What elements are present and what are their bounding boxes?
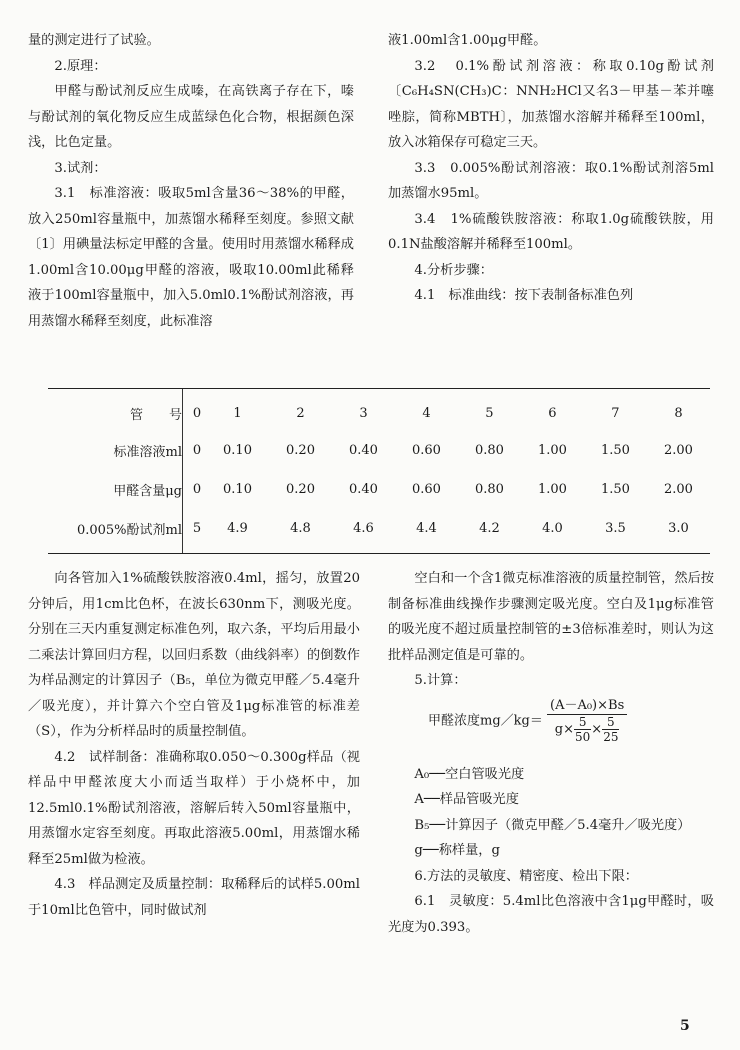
row-label: 标准溶液ml [113, 445, 182, 460]
table-cell: 2.00 [663, 443, 693, 458]
table-cell: 3.0 [668, 521, 689, 536]
paragraph: 6.1 灵敏度：5.4ml比色溶液中含1μg甲醛时，吸光度为0.393。 [388, 894, 714, 935]
table-row [48, 470, 710, 509]
paragraph: 液1.00ml含1.00μg甲醛。 [388, 33, 547, 48]
section-heading: 6.方法的灵敏度、精密度、检出下限： [414, 868, 638, 884]
tube-number: 4 [422, 405, 431, 421]
tube-number: 5 [485, 405, 494, 421]
definition: A──样品管吸光度 [414, 792, 519, 807]
table-cell: 0.10 [223, 443, 252, 458]
formula-g: g× [554, 721, 574, 737]
fraction-numerator: 5 [574, 715, 591, 730]
section-heading: 5.计算： [414, 673, 467, 688]
formula-times: × [591, 721, 603, 737]
tube-number: 2 [296, 405, 305, 421]
table-cell: 1.00 [537, 482, 567, 497]
table-cell: 4.2 [479, 521, 500, 536]
paragraph: 3.1 标准溶液：吸取5ml含量36～38%的甲醛，放入250ml容量瓶中，加蒸馏水稀释至刻度。参照文献〔1〕用碘量法标定甲醛的含量。使用时用蒸馏水稀释成1.00ml含10.00μg甲醛的溶液，吸取10.00ml此稀释液于100ml容量瓶中，加入5.0ml0.1%酚试剂溶液，再用蒸馏水稀释至刻度，此标准溶 [28, 186, 354, 329]
table-row [48, 431, 710, 470]
formula-denominator [547, 715, 627, 744]
table-cell: 0.60 [411, 443, 441, 458]
tube-number: 8 [674, 405, 683, 421]
table-cell: 4.0 [542, 521, 563, 536]
table-cell: 1.50 [600, 443, 630, 458]
dilution-fraction-1 [574, 715, 591, 744]
formula-fraction [547, 698, 627, 744]
table-cell: 1.00 [537, 443, 567, 458]
calculation-formula [428, 698, 714, 744]
paragraph: 3.4 1%硫酸铁胺溶液：称取1.0g硫酸铁胺，用0.1N盐酸溶解并稀释至100ml。 [388, 211, 714, 252]
section-heading: 3.试剂： [54, 160, 107, 176]
fraction-denominator: 50 [575, 729, 591, 744]
section-heading: 2.原理： [54, 58, 107, 74]
row-label: 甲醛含量μg [113, 484, 182, 499]
table-cell: 0.40 [349, 443, 378, 458]
table-cell: 0.20 [286, 443, 315, 458]
table-cell: 4.6 [353, 521, 374, 536]
paragraph: 3.2 0.1%酚试剂溶液：称取0.10g酚试剂〔C₆H₄SN(CH₃)C：NNH₂HCl又名3－甲基－苯并噻唑腙，简称MBTH〕，加蒸馏水溶解并稀释至100ml，放入冰箱保存可稳定三天。 [388, 58, 714, 150]
table-cell: 0.80 [474, 482, 504, 497]
definition: A₀──空白管吸光度 [414, 766, 525, 782]
left-column-bottom [28, 566, 360, 923]
table-cell: 0.80 [474, 443, 504, 458]
table-cell: 0.10 [223, 482, 252, 497]
table-header-label: 管 号 [129, 407, 182, 423]
table-cell: 3.5 [605, 521, 626, 536]
formula-lhs: 甲醛浓度mg／kg＝ [428, 713, 543, 728]
table-cell: 5 [192, 521, 202, 536]
row-label: 0.005%酚试剂ml [76, 523, 182, 538]
paragraph: 空白和一个含1微克标准溶液的质量控制管，然后按制备标准曲线操作步骤测定吸光度。空白及1μg标准管的吸光度不超过质量控制管的±3倍标准差时，则认为这批样品测定值是可靠的。 [388, 571, 714, 663]
table-cell: 1.50 [600, 482, 630, 497]
table-cell: 2.00 [663, 482, 693, 497]
paragraph: 4.2 试样制备：准确称取0.050～0.300g样品（视样品中甲醛浓度大小而适当取样）于小烧杯中，加12.5ml0.1%酚试剂溶液，溶解后转入50ml容量瓶中，用蒸馏水定容至刻度。再取此溶液5.00ml，用蒸馏水稀释至25ml做为检液。 [28, 749, 360, 867]
standard-series-table [48, 395, 710, 548]
table-cell: 0.20 [286, 482, 315, 497]
right-column-top [388, 28, 714, 309]
formula-numerator: (A－A₀)×Bs [547, 698, 627, 715]
paragraph: 3.3 0.005%酚试剂溶液：取0.1%酚试剂溶5ml加蒸馏水95ml。 [388, 160, 714, 201]
paragraph: 量的测定进行了试验。 [28, 33, 160, 48]
section-heading: 4.分析步骤： [414, 262, 493, 278]
table-cell: 0.60 [411, 482, 441, 497]
table-cell: 4.4 [416, 521, 437, 536]
table-bottom-rule [48, 553, 710, 554]
table-cell: 4.8 [290, 521, 311, 536]
tube-number: 0 [192, 405, 202, 421]
table-top-rule [48, 388, 710, 389]
fraction-numerator: 5 [602, 715, 619, 730]
table-cell: 0 [192, 482, 202, 497]
table-cell: 4.9 [227, 521, 248, 536]
tube-number: 7 [611, 405, 620, 421]
tube-number: 1 [233, 405, 242, 421]
paragraph: 4.1 标准曲线：按下表制备标准色列 [414, 288, 634, 303]
paragraph: 4.3 样品测定及质量控制：取稀释后的试样5.00ml于10ml比色管中，同时做试剂 [28, 877, 360, 918]
tube-number: 6 [548, 405, 557, 421]
tube-number: 3 [359, 405, 368, 421]
definition: B₅──计算因子（微克甲醛／5.4毫升／吸光度） [414, 817, 691, 833]
table-row [48, 509, 710, 548]
paragraph: 甲醛与酚试剂反应生成嗪，在高铁离子存在下，嗪与酚试剂的氧化物反应生成蓝绿色化合物，根据颜色深浅，比色定量。 [28, 84, 354, 150]
page-number: 5 [680, 1018, 690, 1034]
table-cell: 0.40 [349, 482, 378, 497]
table-cell: 0 [192, 443, 202, 458]
definition: g──称样量，g [414, 843, 500, 858]
left-column-top [28, 28, 354, 334]
dilution-fraction-2 [602, 715, 619, 744]
right-column-bottom [388, 566, 714, 940]
table-header-row [48, 395, 710, 431]
fraction-denominator: 25 [603, 729, 619, 744]
paragraph: 向各管加入1%硫酸铁胺溶液0.4ml，摇匀，放置20分钟后，用1cm比色杯，在波长630nm下，测吸光度。分别在三天内重复测定标准色列，取六条，平均后用最小二乘法计算回归方程，以回归系数（曲线斜率）的倒数作为样品测定的计算因子（B₅，单位为微克甲醛／5.4毫升／吸光度），并计算六个空白管及1μg标准管的标准差（S），作为分析样品时的质量控制值。 [28, 571, 360, 739]
